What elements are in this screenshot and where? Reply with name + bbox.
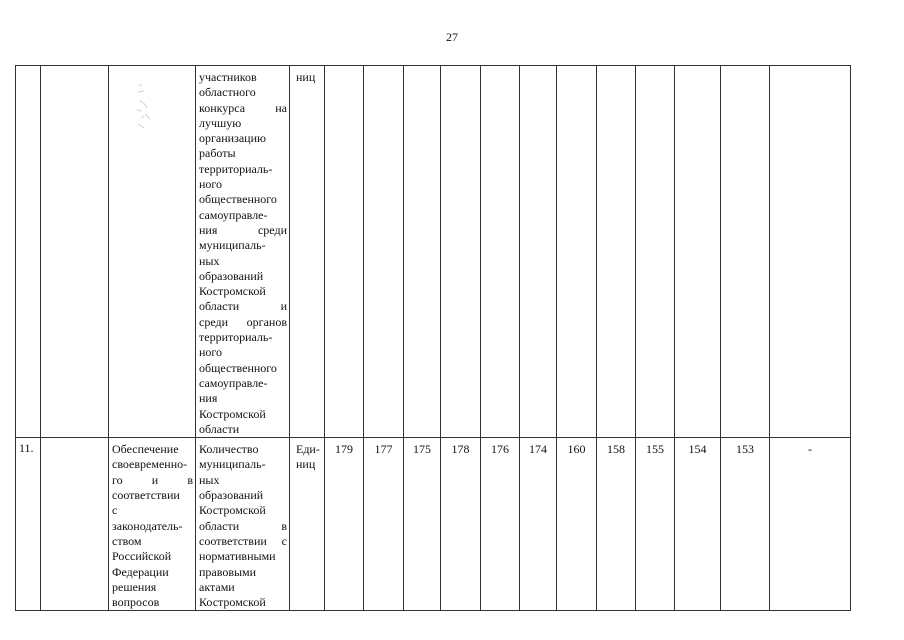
value-cell — [636, 66, 675, 438]
value-cell: - — [770, 438, 851, 611]
value-cell: 179 — [325, 438, 364, 611]
indicator-line: работы — [199, 146, 236, 161]
table-row — [16, 438, 851, 611]
indicator-line: образований — [199, 268, 264, 283]
value-cell — [481, 66, 520, 438]
task-line: вопросов — [112, 595, 160, 610]
indicator-line: организацию — [199, 131, 266, 146]
indicator-line: Костромской — [199, 284, 266, 299]
task-line: своевременно- — [112, 457, 188, 472]
value-cell: 155 — [636, 438, 675, 611]
indicator-line: муниципаль- — [199, 238, 266, 253]
indicator-cell — [196, 438, 290, 611]
value-cell — [325, 66, 364, 438]
task-line: Обеспечение — [112, 442, 179, 457]
value-cell: 153 — [721, 438, 770, 611]
indicator-line: общественного — [199, 360, 277, 375]
value-cell — [557, 66, 597, 438]
indicator-line: лучшую — [199, 115, 242, 130]
indicator-line: территориаль- — [199, 161, 273, 176]
value-cell: 177 — [364, 438, 404, 611]
value-cell — [597, 66, 636, 438]
indicator-line: областного — [199, 85, 256, 100]
indicator-line: конкурса на — [199, 100, 287, 115]
row-index-cell — [16, 66, 41, 438]
indicator-line: Костромской — [199, 406, 266, 421]
indicator-line: области в — [199, 518, 287, 533]
unit-line: ниц — [296, 457, 316, 472]
indicator-line: территориаль- — [199, 330, 273, 345]
value-cell — [520, 66, 557, 438]
indicator-line: соответствии с — [199, 533, 287, 548]
program-cell — [41, 66, 109, 438]
table-row — [16, 66, 851, 438]
task-line: го и в — [112, 472, 193, 487]
task-line: Российской — [112, 549, 172, 564]
indicator-line: области — [199, 421, 240, 436]
value-cell — [770, 66, 851, 438]
indicator-line: среди органов — [199, 314, 287, 329]
value-cell — [721, 66, 770, 438]
indicator-line: области и — [199, 299, 287, 314]
value-cell: 174 — [520, 438, 557, 611]
indicator-cell — [196, 66, 290, 438]
indicator-line: образований — [199, 488, 264, 503]
unit-cell — [290, 438, 325, 611]
indicator-line: ного — [199, 345, 223, 360]
value-cell: 160 — [557, 438, 597, 611]
row-index-cell: 11. — [16, 438, 41, 611]
page-number: 27 — [446, 30, 458, 44]
task-cell — [109, 438, 196, 611]
program-cell — [41, 438, 109, 611]
unit-cell: ниц — [290, 66, 325, 438]
value-cell: 158 — [597, 438, 636, 611]
task-cell — [109, 66, 196, 438]
indicator-line: муниципаль- — [199, 457, 266, 472]
value-cell: 175 — [404, 438, 441, 611]
indicators-table — [15, 65, 851, 611]
indicator-line: общественного — [199, 192, 277, 207]
task-line: ством — [112, 533, 142, 548]
indicator-line: участников — [199, 70, 257, 84]
indicator-line: Количество — [199, 442, 259, 457]
value-cell — [364, 66, 404, 438]
value-cell — [404, 66, 441, 438]
task-line: законодатель- — [112, 518, 183, 533]
task-line: решения — [112, 579, 157, 594]
task-line: с — [112, 503, 118, 518]
value-cell — [441, 66, 481, 438]
indicator-line: Костромской — [199, 503, 266, 518]
task-line: Федерации — [112, 564, 169, 579]
indicator-line: самоуправле- — [199, 207, 268, 222]
indicator-line: ных — [199, 472, 220, 487]
unit-line: Еди- — [296, 442, 320, 457]
indicator-line: ния среди — [199, 222, 287, 237]
task-line: соответствии — [112, 488, 180, 503]
indicator-line: ных — [199, 253, 220, 268]
indicator-line: актами — [199, 579, 235, 594]
indicator-line: ного — [199, 177, 223, 192]
indicator-line: правовыми — [199, 564, 257, 579]
value-cell: 178 — [441, 438, 481, 611]
indicator-line: ния — [199, 391, 218, 406]
indicator-line: самоуправле- — [199, 375, 268, 390]
indicator-line: нормативными — [199, 549, 276, 564]
value-cell — [675, 66, 721, 438]
indicator-line: Костромской — [199, 595, 266, 610]
value-cell: 176 — [481, 438, 520, 611]
value-cell: 154 — [675, 438, 721, 611]
